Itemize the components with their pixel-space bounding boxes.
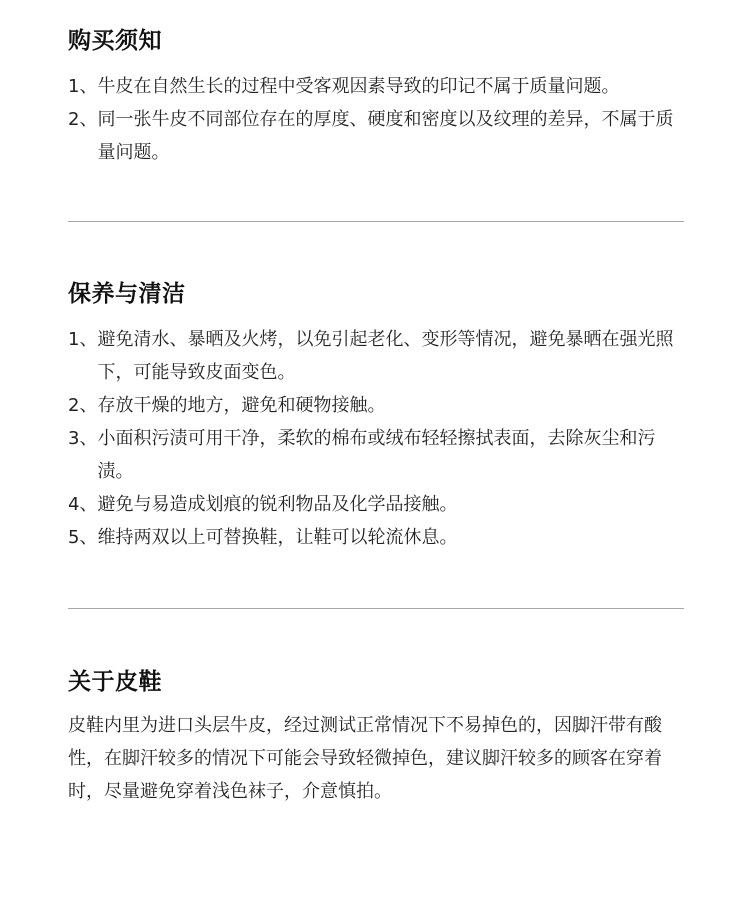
care-cleaning-title: 保养与清洁 [68,281,186,307]
list-item [68,422,684,488]
purchase-notice-title: 购买须知 [68,28,162,54]
purchase-notice-list [68,70,684,169]
list-item-number: 1、 [68,76,98,97]
list-item-number: 2、 [68,109,98,130]
about-shoes-title: 关于皮鞋 [68,669,162,695]
list-item [68,488,684,521]
care-cleaning-list [68,323,684,554]
list-item [68,70,684,103]
about-shoes-text: 皮鞋内里为进口头层牛皮，经过测试正常情况下不易掉色的，因脚汗带有酸性，在脚汗较多的情况下可能会导致轻微掉色，建议脚汗较多的顾客在穿着时，尽量避免穿着浅色袜子，介意慎拍。 [68,715,662,802]
list-item-text: 小面积污渍可用干净，柔软的棉布或绒布轻轻擦拭表面，去除灰尘和污渍。 [97,428,656,482]
list-item-text: 避免清水、暴晒及火烤，以免引起老化、变形等情况，避免暴晒在强光照下，可能导致皮面变色。 [97,329,674,383]
section-divider [68,221,684,222]
care-cleaning-section [68,279,684,554]
list-item-number: 5、 [68,527,98,548]
purchase-notice-section [68,26,684,169]
list-item-text: 避免与易造成划痕的锐利物品及化学品接触。 [97,494,458,515]
about-shoes-section [68,667,684,808]
list-item-number: 4、 [68,494,98,515]
list-item-text: 存放干燥的地方，避免和硬物接触。 [97,395,386,416]
list-item-number: 2、 [68,395,98,416]
list-item [68,323,684,389]
list-item-number: 3、 [68,428,98,449]
section-divider [68,608,684,609]
list-item-text: 维持两双以上可替换鞋，让鞋可以轮流休息。 [97,527,458,548]
list-item-number: 1、 [68,329,98,350]
list-item [68,521,684,554]
list-item [68,389,684,422]
list-item [68,103,684,169]
list-item-text: 牛皮在自然生长的过程中受客观因素导致的印记不属于质量问题。 [97,76,620,97]
list-item-text: 同一张牛皮不同部位存在的厚度、硬度和密度以及纹理的差异，不属于质量问题。 [97,109,674,163]
